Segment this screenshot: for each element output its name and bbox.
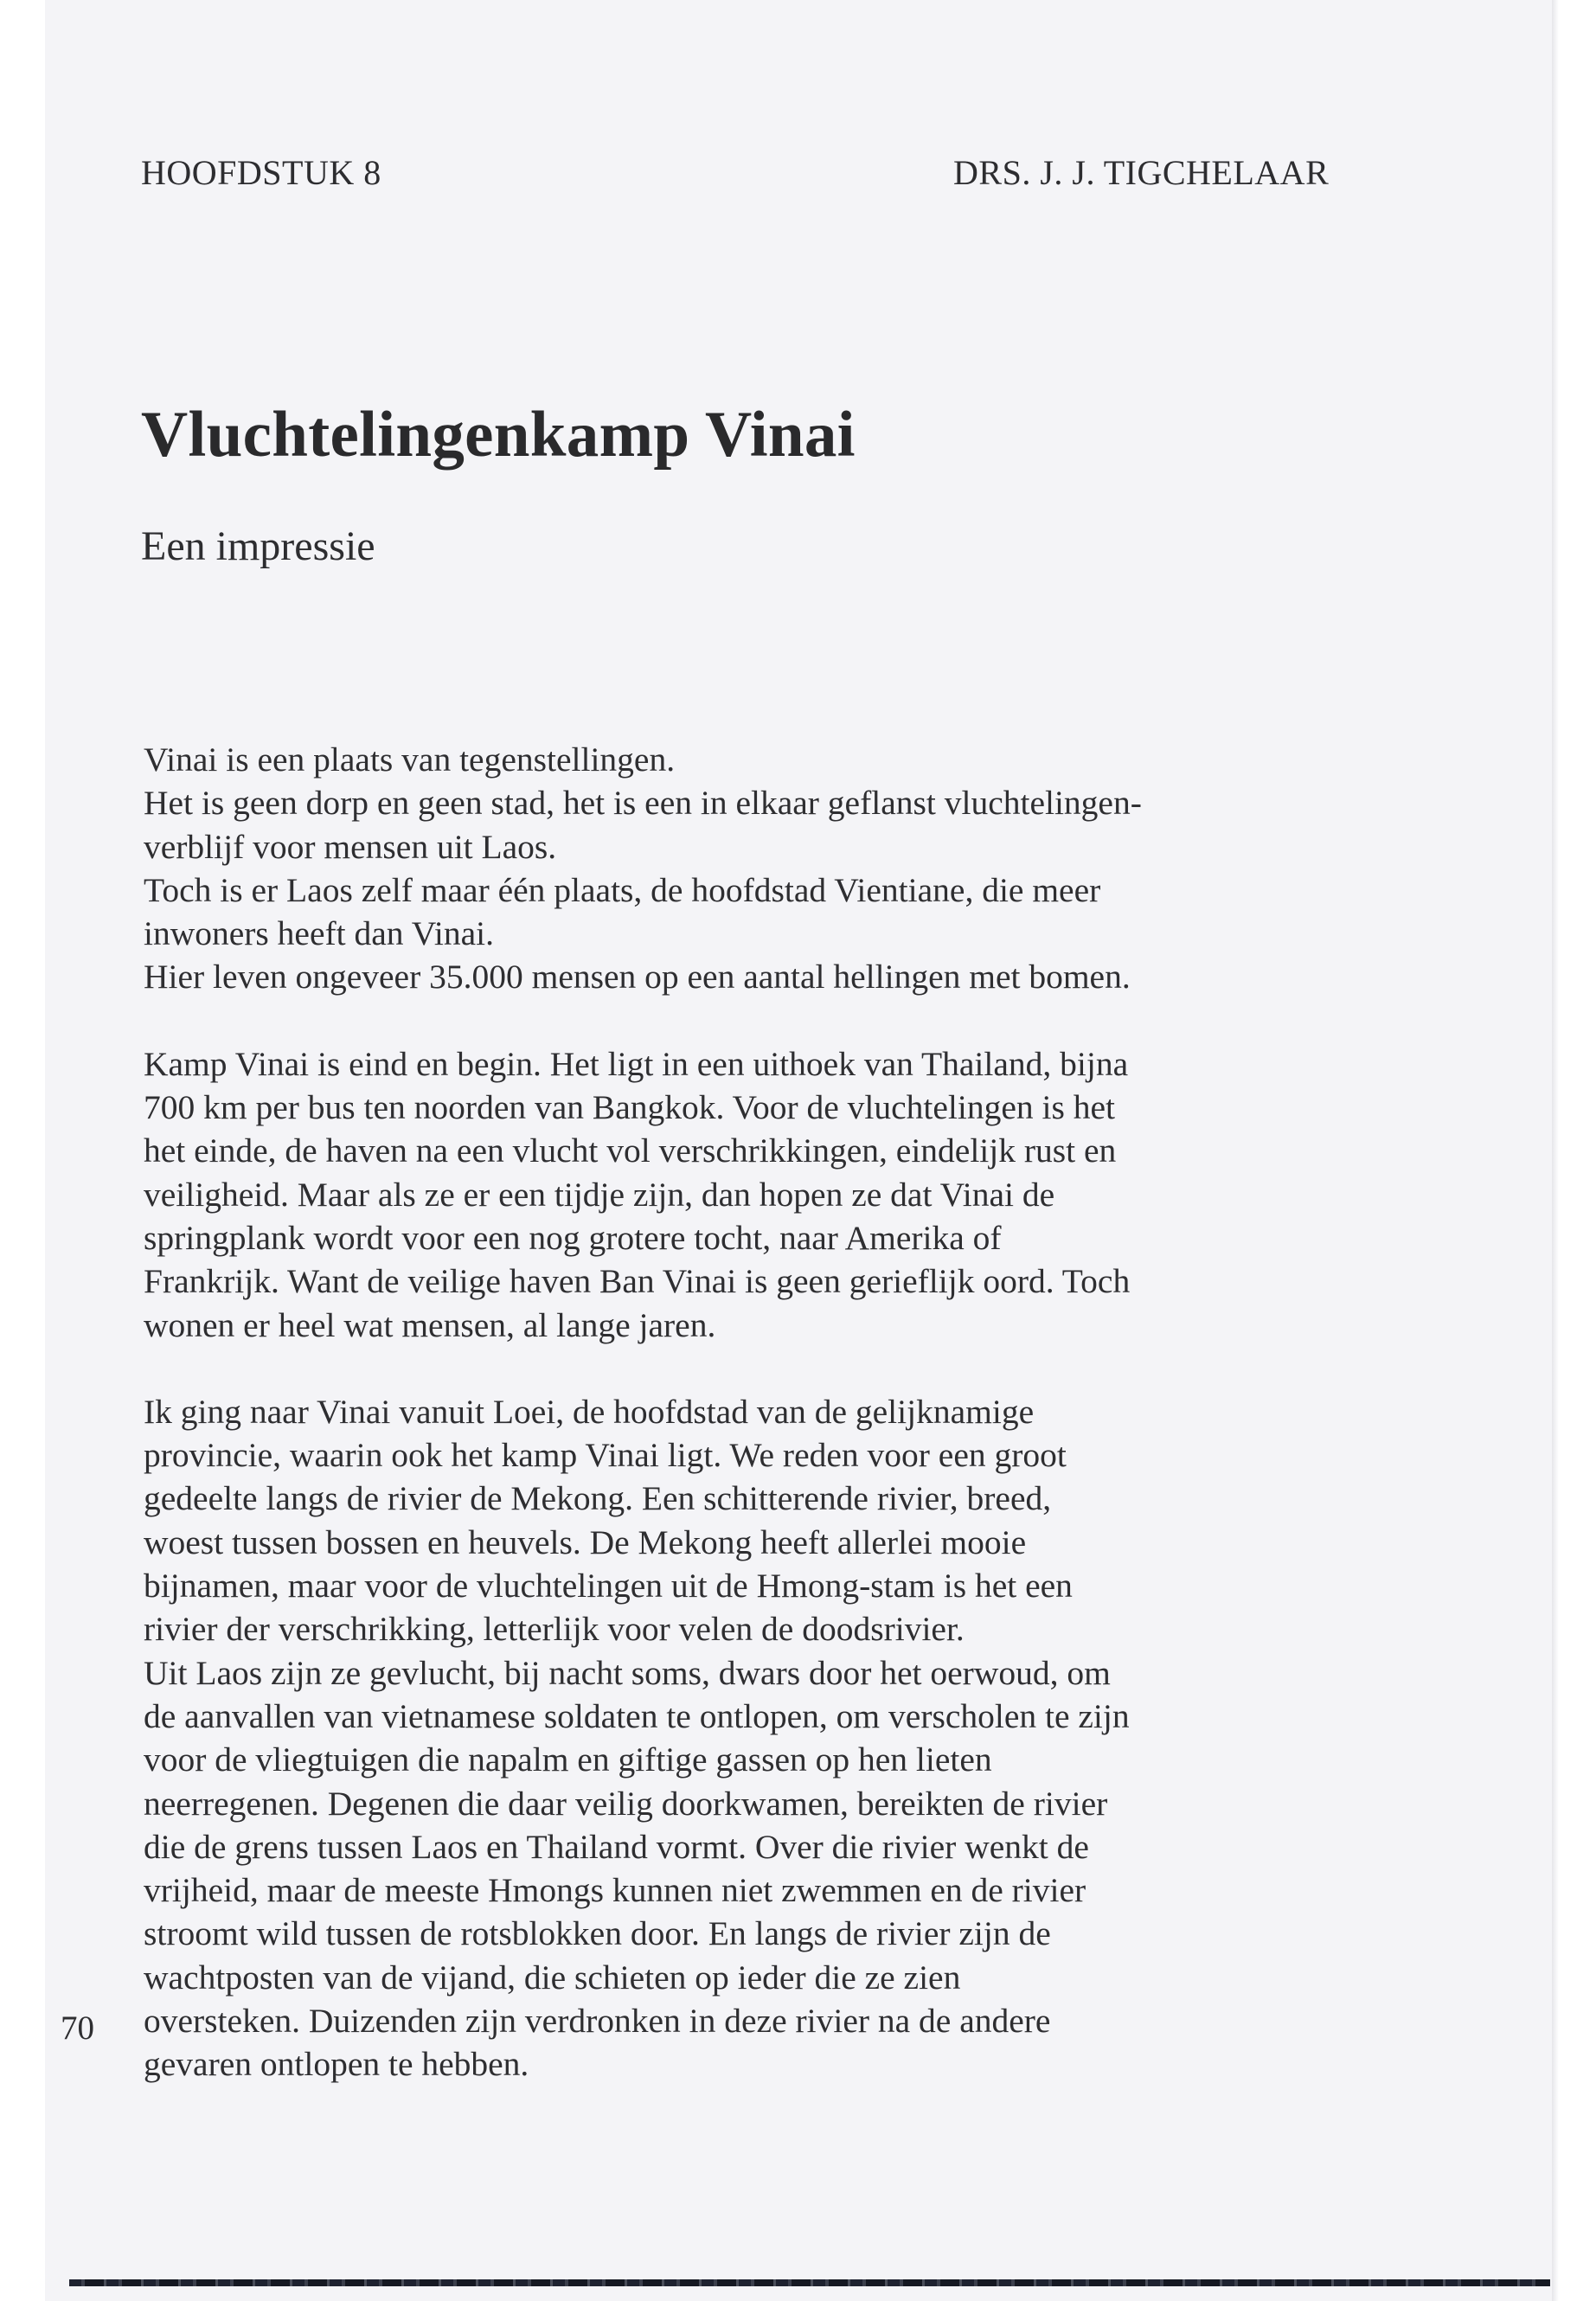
text-line: gedeelte langs de rivier de Mekong. Een schitterende rivier, breed, (144, 1479, 1052, 1518)
bottom-edge-band (69, 2279, 1550, 2286)
text-line: provincie, waarin ook het kamp Vinai ligt. We reden voor een groot (144, 1436, 1067, 1475)
text-line: 700 km per bus ten noorden van Bangkok. Voor de vluchtelingen is het (144, 1088, 1116, 1127)
text-line: verblijf voor mensen uit Laos. (144, 827, 557, 866)
text-line: wonen er heel wat mensen, al lange jaren. (144, 1305, 716, 1344)
text-line: inwoners heeft dan Vinai. (144, 914, 494, 953)
text-line: wachtposten van de vijand, die schieten op ieder die ze zien (144, 1958, 961, 1997)
text-line: springplank wordt voor een nog grotere tocht, naar Amerika of (144, 1218, 1002, 1257)
text-line: woest tussen bossen en heuvels. De Mekong heeft allerlei mooie (144, 1522, 1027, 1561)
text-line: Het is geen dorp en geen stad, het is een in elkaar geflanst vluchtelingen- (144, 784, 1142, 823)
text-line: Hier leven ongeveer 35.000 mensen op een aantal hellingen met bomen. (144, 958, 1131, 997)
text-line: stroomt wild tussen de rotsblokken door. En langs de rivier zijn de (144, 1914, 1051, 1953)
running-head-chapter: HOOFDSTUK 8 (141, 153, 381, 192)
page-number: 70 (61, 2009, 94, 2047)
text-line: vrijheid, maar de meeste Hmongs kunnen niet zwemmen en de rivier (144, 1871, 1086, 1910)
paragraph-1 (144, 738, 1424, 999)
text-line: Ik ging naar Vinai vanuit Loei, de hoofdstad van de gelijknamige (144, 1392, 1035, 1431)
text-line: Uit Laos zijn ze gevlucht, bij nacht soms, dwars door het oerwoud, om (144, 1653, 1111, 1692)
text-line: Vinai is een plaats van tegenstellingen. (144, 740, 676, 779)
text-line: oversteken. Duizenden zijn verdronken in deze rivier na de andere (144, 2002, 1051, 2041)
text-line: gevaren ontlopen te hebben. (144, 2045, 529, 2084)
text-line: rivier der verschrikking, letterlijk voor velen de doodsrivier. (144, 1610, 965, 1649)
chapter-subtitle: Een impressie (141, 523, 375, 569)
text-line: veiligheid. Maar als ze er een tijdje zijn, dan hopen ze dat Vinai de (144, 1175, 1055, 1214)
body-text (144, 738, 1424, 2130)
text-line: Toch is er Laos zelf maar één plaats, de hoofdstad Vientiane, die meer (144, 870, 1101, 909)
page-edge (1552, 0, 1559, 2301)
paragraph-2 (144, 1042, 1424, 1347)
chapter-title: Vluchtelingenkamp Vinai (141, 399, 856, 471)
paragraph-3 (144, 1390, 1424, 2086)
text-line: neerregenen. Degenen die daar veilig doorkwamen, bereikten de rivier (144, 1784, 1108, 1823)
text-line: Frankrijk. Want de veilige haven Ban Vinai is geen gerieflijk oord. Toch (144, 1262, 1131, 1301)
text-line: bijnamen, maar voor de vluchtelingen uit de Hmong-stam is het een (144, 1567, 1073, 1606)
text-line: die de grens tussen Laos en Thailand vormt. Over die rivier wenkt de (144, 1827, 1089, 1866)
text-line: het einde, de haven na een vlucht vol verschrikkingen, eindelijk rust en (144, 1131, 1117, 1170)
text-line: Kamp Vinai is eind en begin. Het ligt in een uithoek van Thailand, bijna (144, 1044, 1129, 1083)
text-line: de aanvallen van vietnamese soldaten te ontlopen, om verscholen te zijn (144, 1696, 1130, 1735)
text-line: voor de vliegtuigen die napalm en giftige gassen op hen lieten (144, 1740, 992, 1779)
running-head-author: DRS. J. J. TIGCHELAAR (953, 153, 1330, 192)
